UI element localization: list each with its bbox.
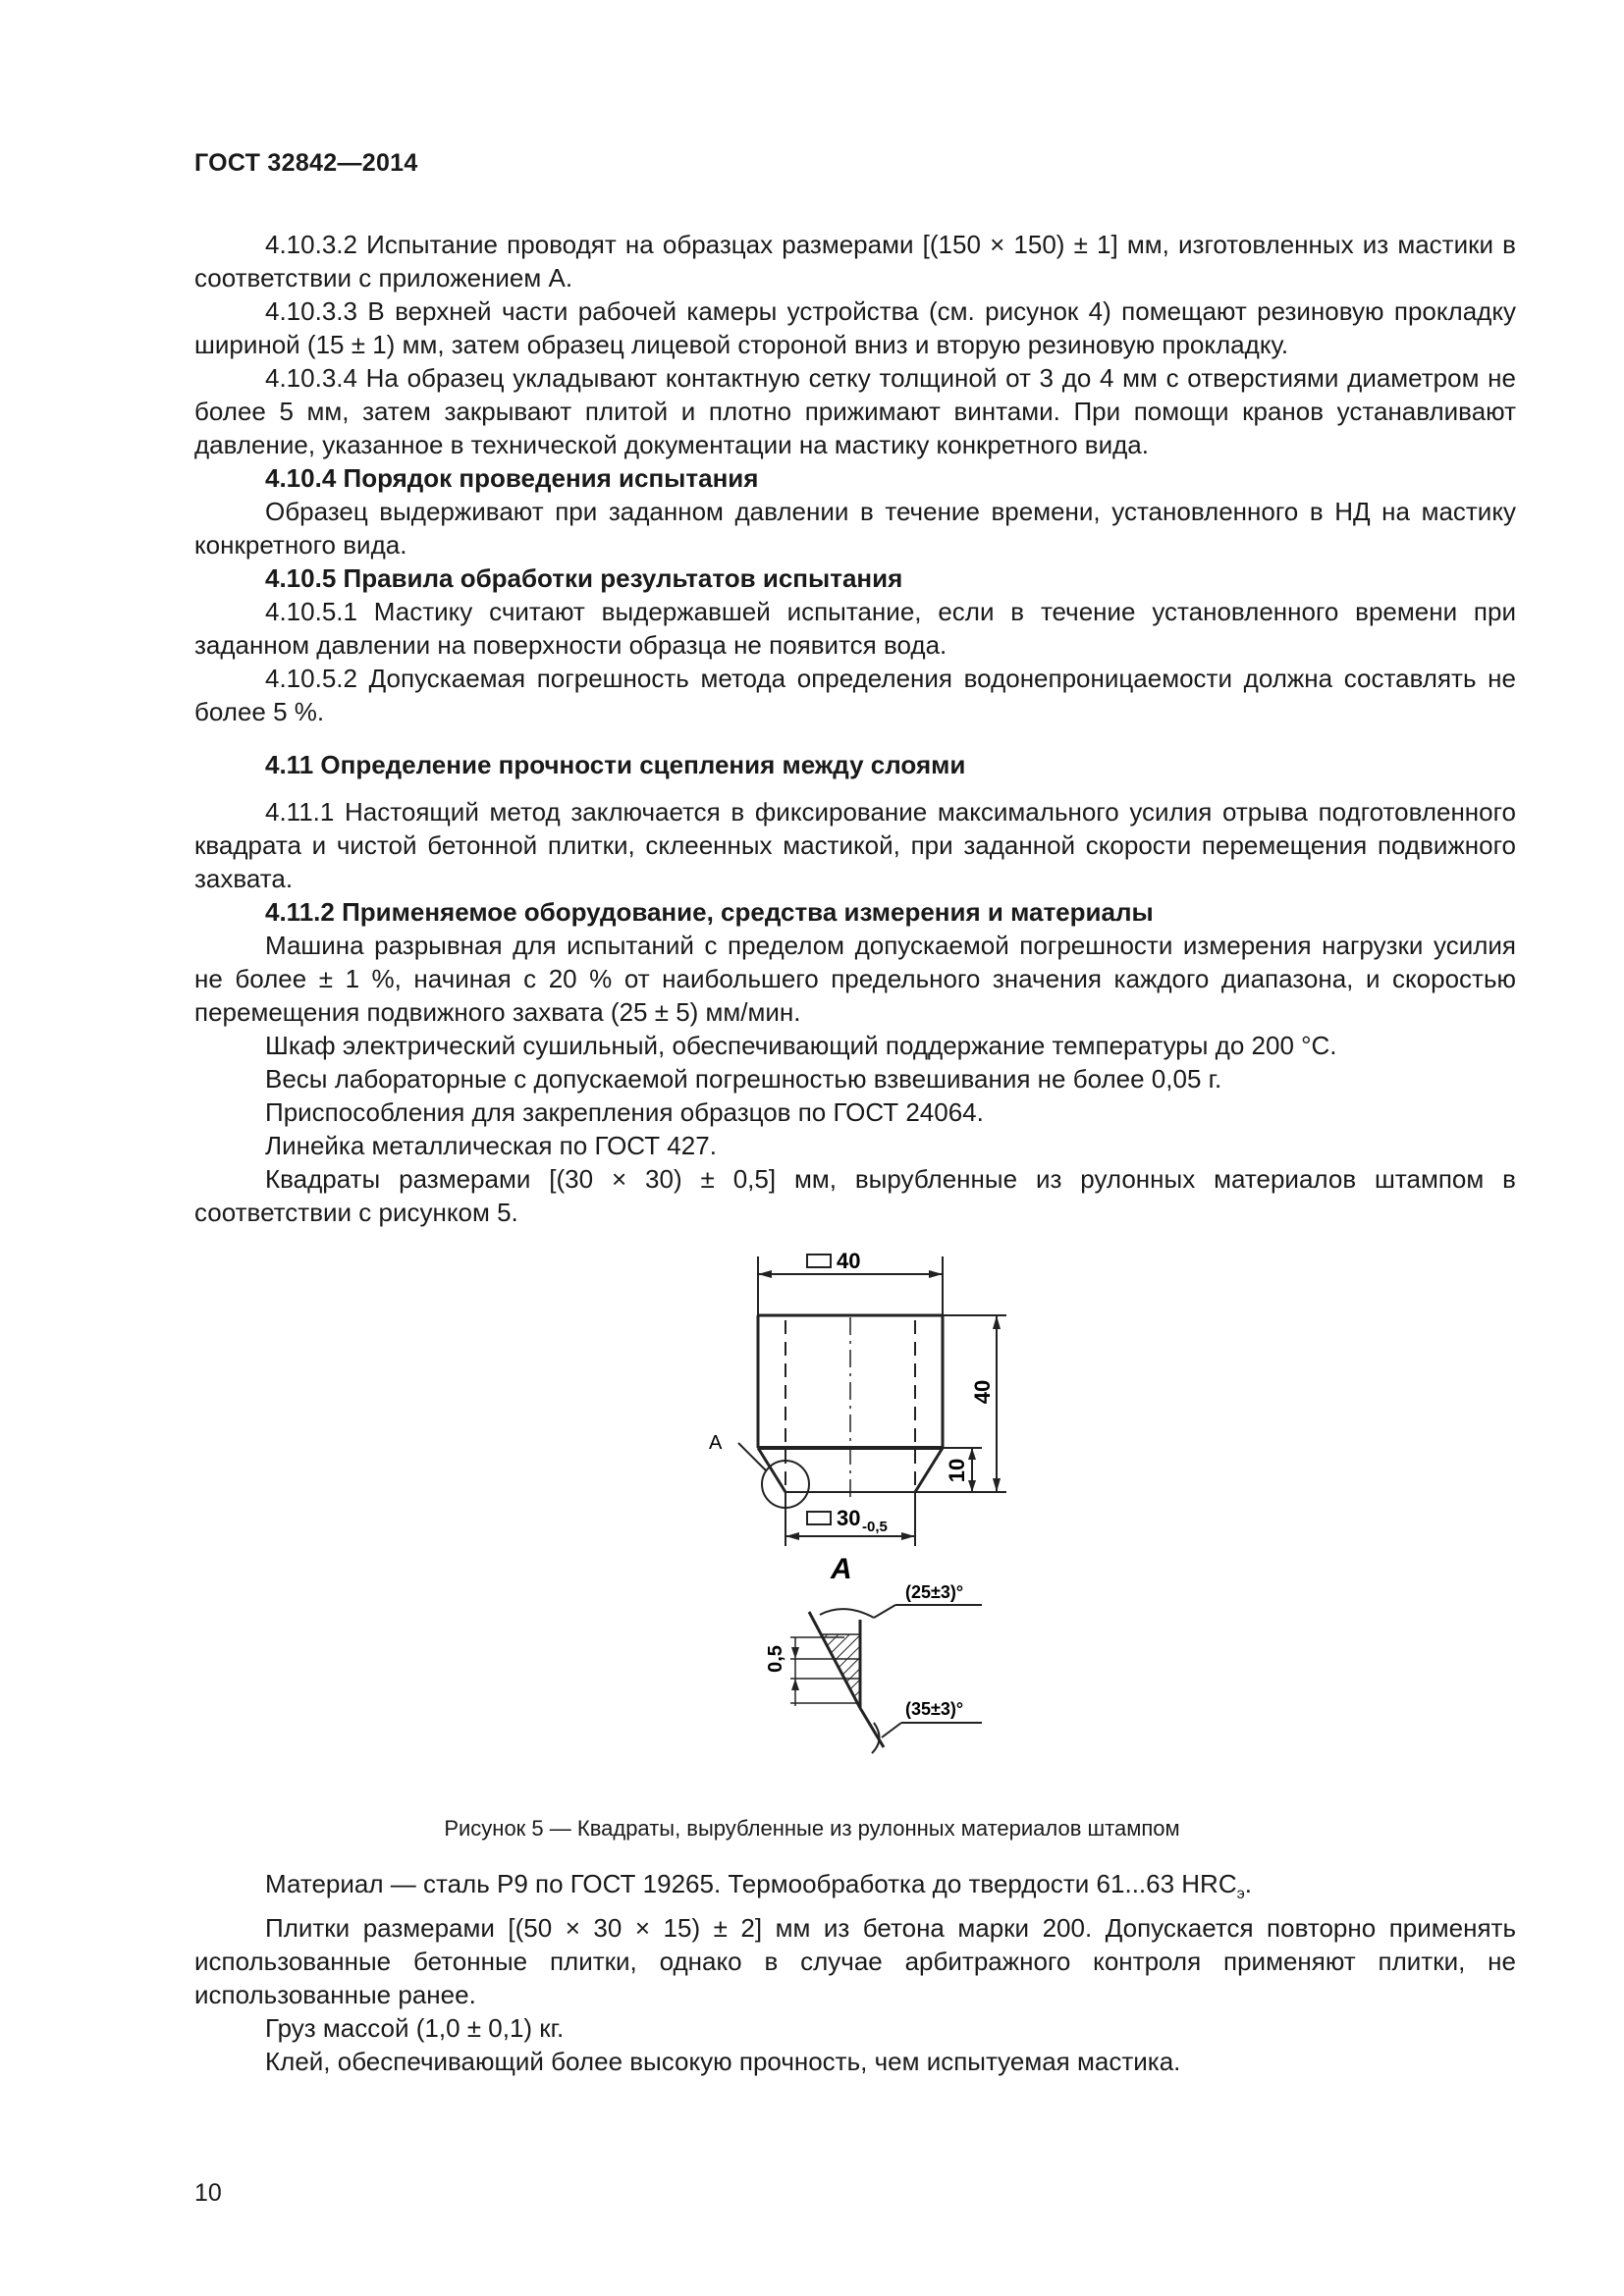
paragraph: Образец выдерживают при заданном давлении в течение времени, установленного в НД на мастику конкретного вида.	[194, 497, 1516, 560]
angle-bottom-text: (35±3)°	[905, 1699, 964, 1719]
dim-bottom-tol-text: -0,5	[862, 1519, 888, 1535]
paragraph: Линейка металлическая по ГОСТ 427.	[265, 1131, 717, 1160]
paragraph: Плитки размерами [(50 × 30 × 15) ± 2] мм из бетона марки 200. Допускается повторно применять использованные бетонные плитки, однако в случае арбитражного контроля применяют плитки, не использованные ранее.	[194, 1913, 1516, 2010]
detail-dim-text: 0,5	[765, 1645, 786, 1673]
figure-caption: Рисунок 5 — Квадраты, вырубленные из рулонных материалов штампом	[444, 1816, 1180, 1841]
bottom-dimension	[785, 1492, 915, 1546]
label-a-text: А	[709, 1432, 723, 1454]
paragraph: 4.11.1 Настоящий метод заключается в фиксирование максимального усилия отрыва подготовленного квадрата и чистой бетонной плитки, склеенных мастикой, при заданной скорости перемещения подвижного захвата.	[194, 797, 1516, 893]
section-heading: 4.11 Определение прочности сцепления между слоями	[265, 750, 966, 779]
paragraph: 4.10.3.3 В верхней части рабочей камеры устройства (см. рисунок 4) помещают резиновую прокладку шириной (15 ± 1) мм, затем образец лицевой стороной вниз и вторую резиновую прокладку.	[194, 296, 1516, 359]
dim-top-text: 40	[837, 1249, 861, 1273]
stamp-drawing	[668, 1227, 1060, 1777]
angle-top-text: (25±3)°	[905, 1582, 964, 1602]
paragraph: Машина разрывная для испытаний с пределом допускаемой погрешности измерения нагрузки усилия не более ± 1 %, начиная с 20 % от наибольшего предельного значения каждого диапазона, и скоростью перемещения подвижного захвата (25 ± 5) мм/мин.	[194, 931, 1516, 1027]
section-heading: 4.10.4 Порядок проведения испытания	[265, 463, 759, 493]
section-heading: 4.10.5 Правила обработки результатов испытания	[265, 563, 903, 593]
paragraph: 4.10.3.4 На образец укладывают контактную сетку толщиной от 3 до 4 мм с отверстиями диаметром не более 5 мм, затем закрывают плитой и плотно прижимают винтами. При помощи кранов устанавливают давление, указанное в технической документации на мастику конкретного вида.	[194, 363, 1516, 459]
paragraph: Квадраты размерами [(30 × 30) ± 0,5] мм, вырубленные из рулонных материалов штампом в соответствии с рисунком 5.	[194, 1164, 1516, 1227]
page-number: 10	[194, 2179, 222, 2207]
paragraph: 4.10.5.1 Мастику считают выдержавшей испытание, если в течение установленного времени при заданном давлении на поверхности образца не появится вода.	[194, 597, 1516, 660]
stamp-body	[758, 1315, 943, 1502]
document-header: ГОСТ 32842—2014	[194, 149, 418, 177]
figure-5-drawing	[668, 1227, 1060, 1777]
dim-bottom-text: 30	[837, 1506, 861, 1530]
dim-small-text: 10	[945, 1458, 969, 1483]
dim-right-text: 40	[970, 1379, 995, 1405]
section-heading: 4.11.2 Применяемое оборудование, средства измерения и материалы	[265, 897, 1154, 927]
right-dimensions	[915, 1315, 1006, 1492]
paragraph: Весы лабораторные с допускаемой погрешностью взвешивания не более 0,05 г.	[265, 1064, 1222, 1094]
paragraph: Приспособления для закрепления образцов по ГОСТ 24064.	[265, 1097, 984, 1127]
paragraph: Груз массой (1,0 ± 0,1) кг.	[265, 2013, 565, 2044]
top-dimension	[758, 1249, 943, 1315]
material-paragraph: Материал — сталь Р9 по ГОСТ 19265. Термообработка до твердости 61...63 $HRC_э$.	[265, 1869, 1253, 1903]
paragraph: 4.10.5.2 Допускаемая погрешность метода определения водонепроницаемости должна составлять не более 5 %.	[194, 664, 1516, 726]
paragraph: Шкаф электрический сушильный, обеспечивающий поддержание температуры до 200 °С.	[265, 1031, 1337, 1060]
paragraph: 4.10.3.2 Испытание проводят на образцах размерами [(150 × 150) ± 1] мм, изготовленных из мастики в соответствии с приложением А.	[194, 230, 1516, 293]
detail-view	[765, 1582, 982, 1753]
paragraph: Клей, обеспечивающий более высокую прочность, чем испытуемая мастика.	[265, 2047, 1181, 2077]
detail-title-text: А	[831, 1553, 852, 1585]
text-section-a	[194, 228, 1516, 1229]
text-section-b	[194, 1867, 1516, 2078]
